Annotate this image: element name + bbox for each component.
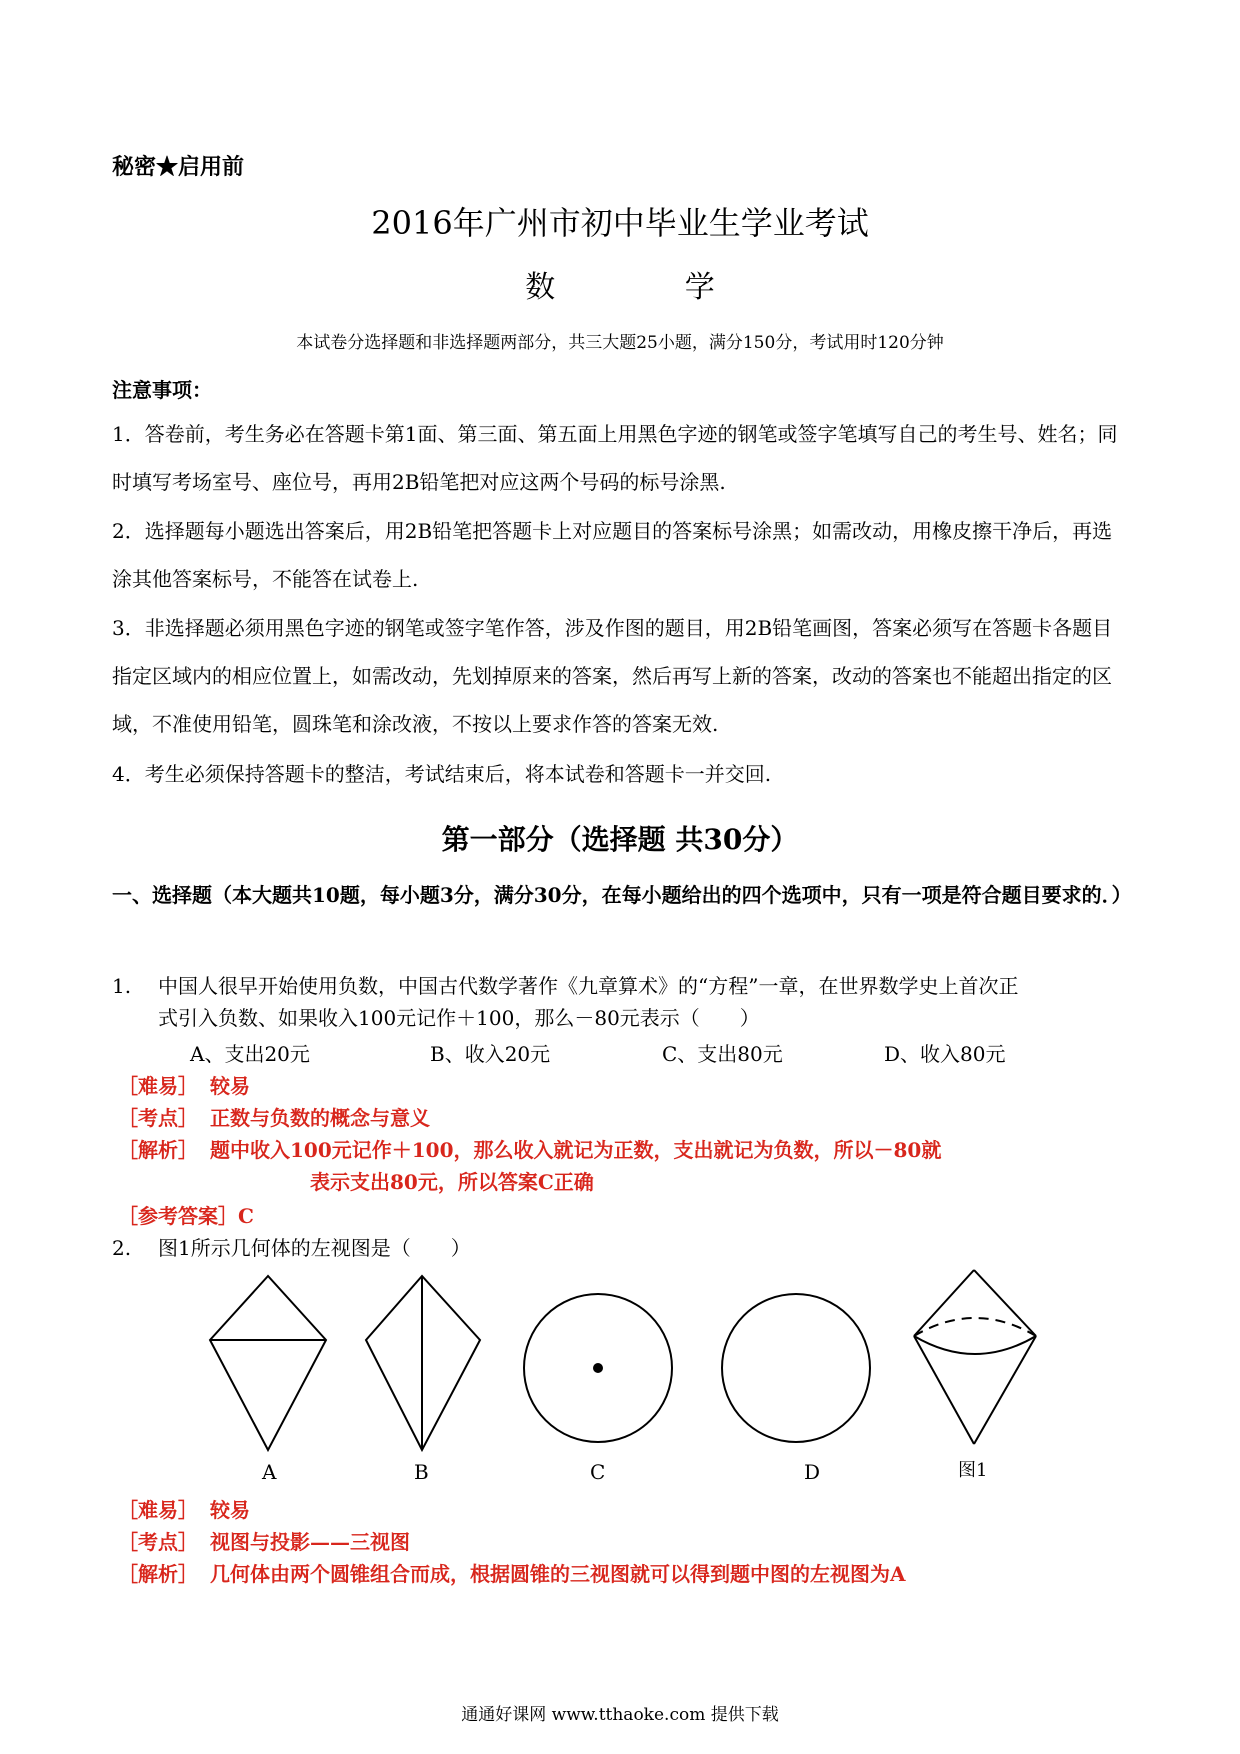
q1-point-value: 正数与负数的概念与意义 — [210, 1106, 430, 1130]
figure-1-double-cone — [914, 1270, 1036, 1444]
figure-d-label: D — [804, 1460, 821, 1484]
q1-option-b: B、收入20元 — [430, 1042, 551, 1066]
confidential-mark: 秘密★启用前 — [112, 154, 245, 180]
figure-c-label: C — [590, 1460, 606, 1484]
q2-point-value: 视图与投影——三视图 — [210, 1530, 410, 1554]
section-heading: 一、选择题（本大题共10题，每小题3分，满分30分，在每小题给出的四个选项中，只有一项是符合题目要求的．） — [112, 883, 1132, 907]
q2-number: 2. — [112, 1236, 132, 1260]
notice-item-2: 2．选择题每小题选出答案后，用2B铅笔把答题卡上对应题目的答案标号涂黑；如需改动，用橡皮擦干净后，再选涂其他答案标号，不能答在试卷上. — [112, 519, 1113, 591]
exam-intro: 本试卷分选择题和非选择题两部分，共三大题25小题，满分150分，考试用时120分钟 — [296, 333, 944, 353]
q1-text-line2: 式引入负数、如果收入100元记作＋100，那么－80元表示（ ） — [158, 1006, 760, 1030]
notice-item-4: 4．考生必须保持答题卡的整洁，考试结束后，将本试卷和答题卡一并交回. — [112, 762, 772, 786]
q2-text: 图1所示几何体的左视图是（ ） — [158, 1236, 471, 1260]
q1-point — [118, 1102, 430, 1131]
figure-b-kite-vertical — [366, 1276, 480, 1450]
q2-difficulty-label: ［难易］ — [118, 1498, 198, 1522]
q2-point — [118, 1526, 410, 1555]
notice-item-3: 3．非选择题必须用黑色字迹的钢笔或签字笔作答，涉及作图的题目，用2B铅笔画图，答案必须写在答题卡各题目指定区域内的相应位置上，如需改动，先划掉原来的答案，然后再写上新的答案，改动的答案也不能超出指定的区域，不准使用铅笔，圆珠笔和涂改液，不按以上要求作答的答案无效. — [112, 616, 1113, 736]
q1-text-line1: 中国人很早开始使用负数，中国古代数学著作《九章算术》的“方程”一章，在世界数学史上首次正 — [158, 974, 1019, 998]
q1-analysis-line2: 表示支出80元，所以答案C正确 — [310, 1170, 594, 1194]
q2-difficulty-value: 较易 — [210, 1498, 250, 1522]
figure-1-label: 图1 — [958, 1460, 988, 1481]
figure-c-circle-dot — [524, 1294, 672, 1442]
q1-answer-label: ［参考答案］ — [118, 1204, 238, 1228]
q1-analysis-label: ［解析］ — [118, 1138, 198, 1162]
figure-a-label: A — [262, 1460, 277, 1484]
q2-difficulty — [118, 1494, 250, 1523]
figure-d-circle — [722, 1294, 870, 1442]
q1-answer — [118, 1200, 254, 1229]
notice-heading: 注意事项： — [112, 378, 212, 402]
q1-analysis-line1: 题中收入100元记作＋100，那么收入就记为正数，支出就记为负数，所以－80就 — [210, 1138, 942, 1162]
q2-figures — [0, 1260, 1240, 1480]
notice-item-1: 1．答卷前，考生务必在答题卡第1面、第三面、第五面上用黑色字迹的钢笔或签字笔填写自己的考生号、姓名；同时填写考场室号、座位号，再用2B铅笔把对应这两个号码的标号涂黑. — [112, 422, 1118, 494]
q1-option-a: A、支出20元 — [190, 1042, 310, 1066]
q2-point-label: ［考点］ — [118, 1530, 198, 1554]
q1-point-label: ［考点］ — [118, 1106, 198, 1130]
page-title: 2016年广州市初中毕业生学业考试 — [371, 204, 869, 242]
q1-option-d: D、收入80元 — [884, 1042, 1006, 1066]
figure-b-label: B — [414, 1460, 429, 1484]
q1-option-c: C、支出80元 — [662, 1042, 783, 1066]
q2-analysis-label: ［解析］ — [118, 1562, 198, 1586]
q2-analysis-value: 几何体由两个圆锥组合而成，根据圆锥的三视图就可以得到题中图的左视图为A — [210, 1562, 906, 1586]
q1-difficulty — [118, 1070, 250, 1099]
figure-a-kite-horizontal — [210, 1276, 326, 1450]
subject-title: 数 学 — [525, 270, 775, 305]
page-footer: 通通好课网 www.tthaoke.com 提供下载 — [461, 1705, 779, 1725]
q1-difficulty-value: 较易 — [210, 1074, 250, 1098]
q1-answer-value: C — [238, 1204, 254, 1228]
q2-analysis — [118, 1558, 906, 1587]
q1-number: 1. — [112, 974, 132, 998]
q1-analysis — [118, 1134, 941, 1163]
q1-difficulty-label: ［难易］ — [118, 1074, 198, 1098]
part-heading: 第一部分（选择题 共30分） — [441, 823, 799, 856]
